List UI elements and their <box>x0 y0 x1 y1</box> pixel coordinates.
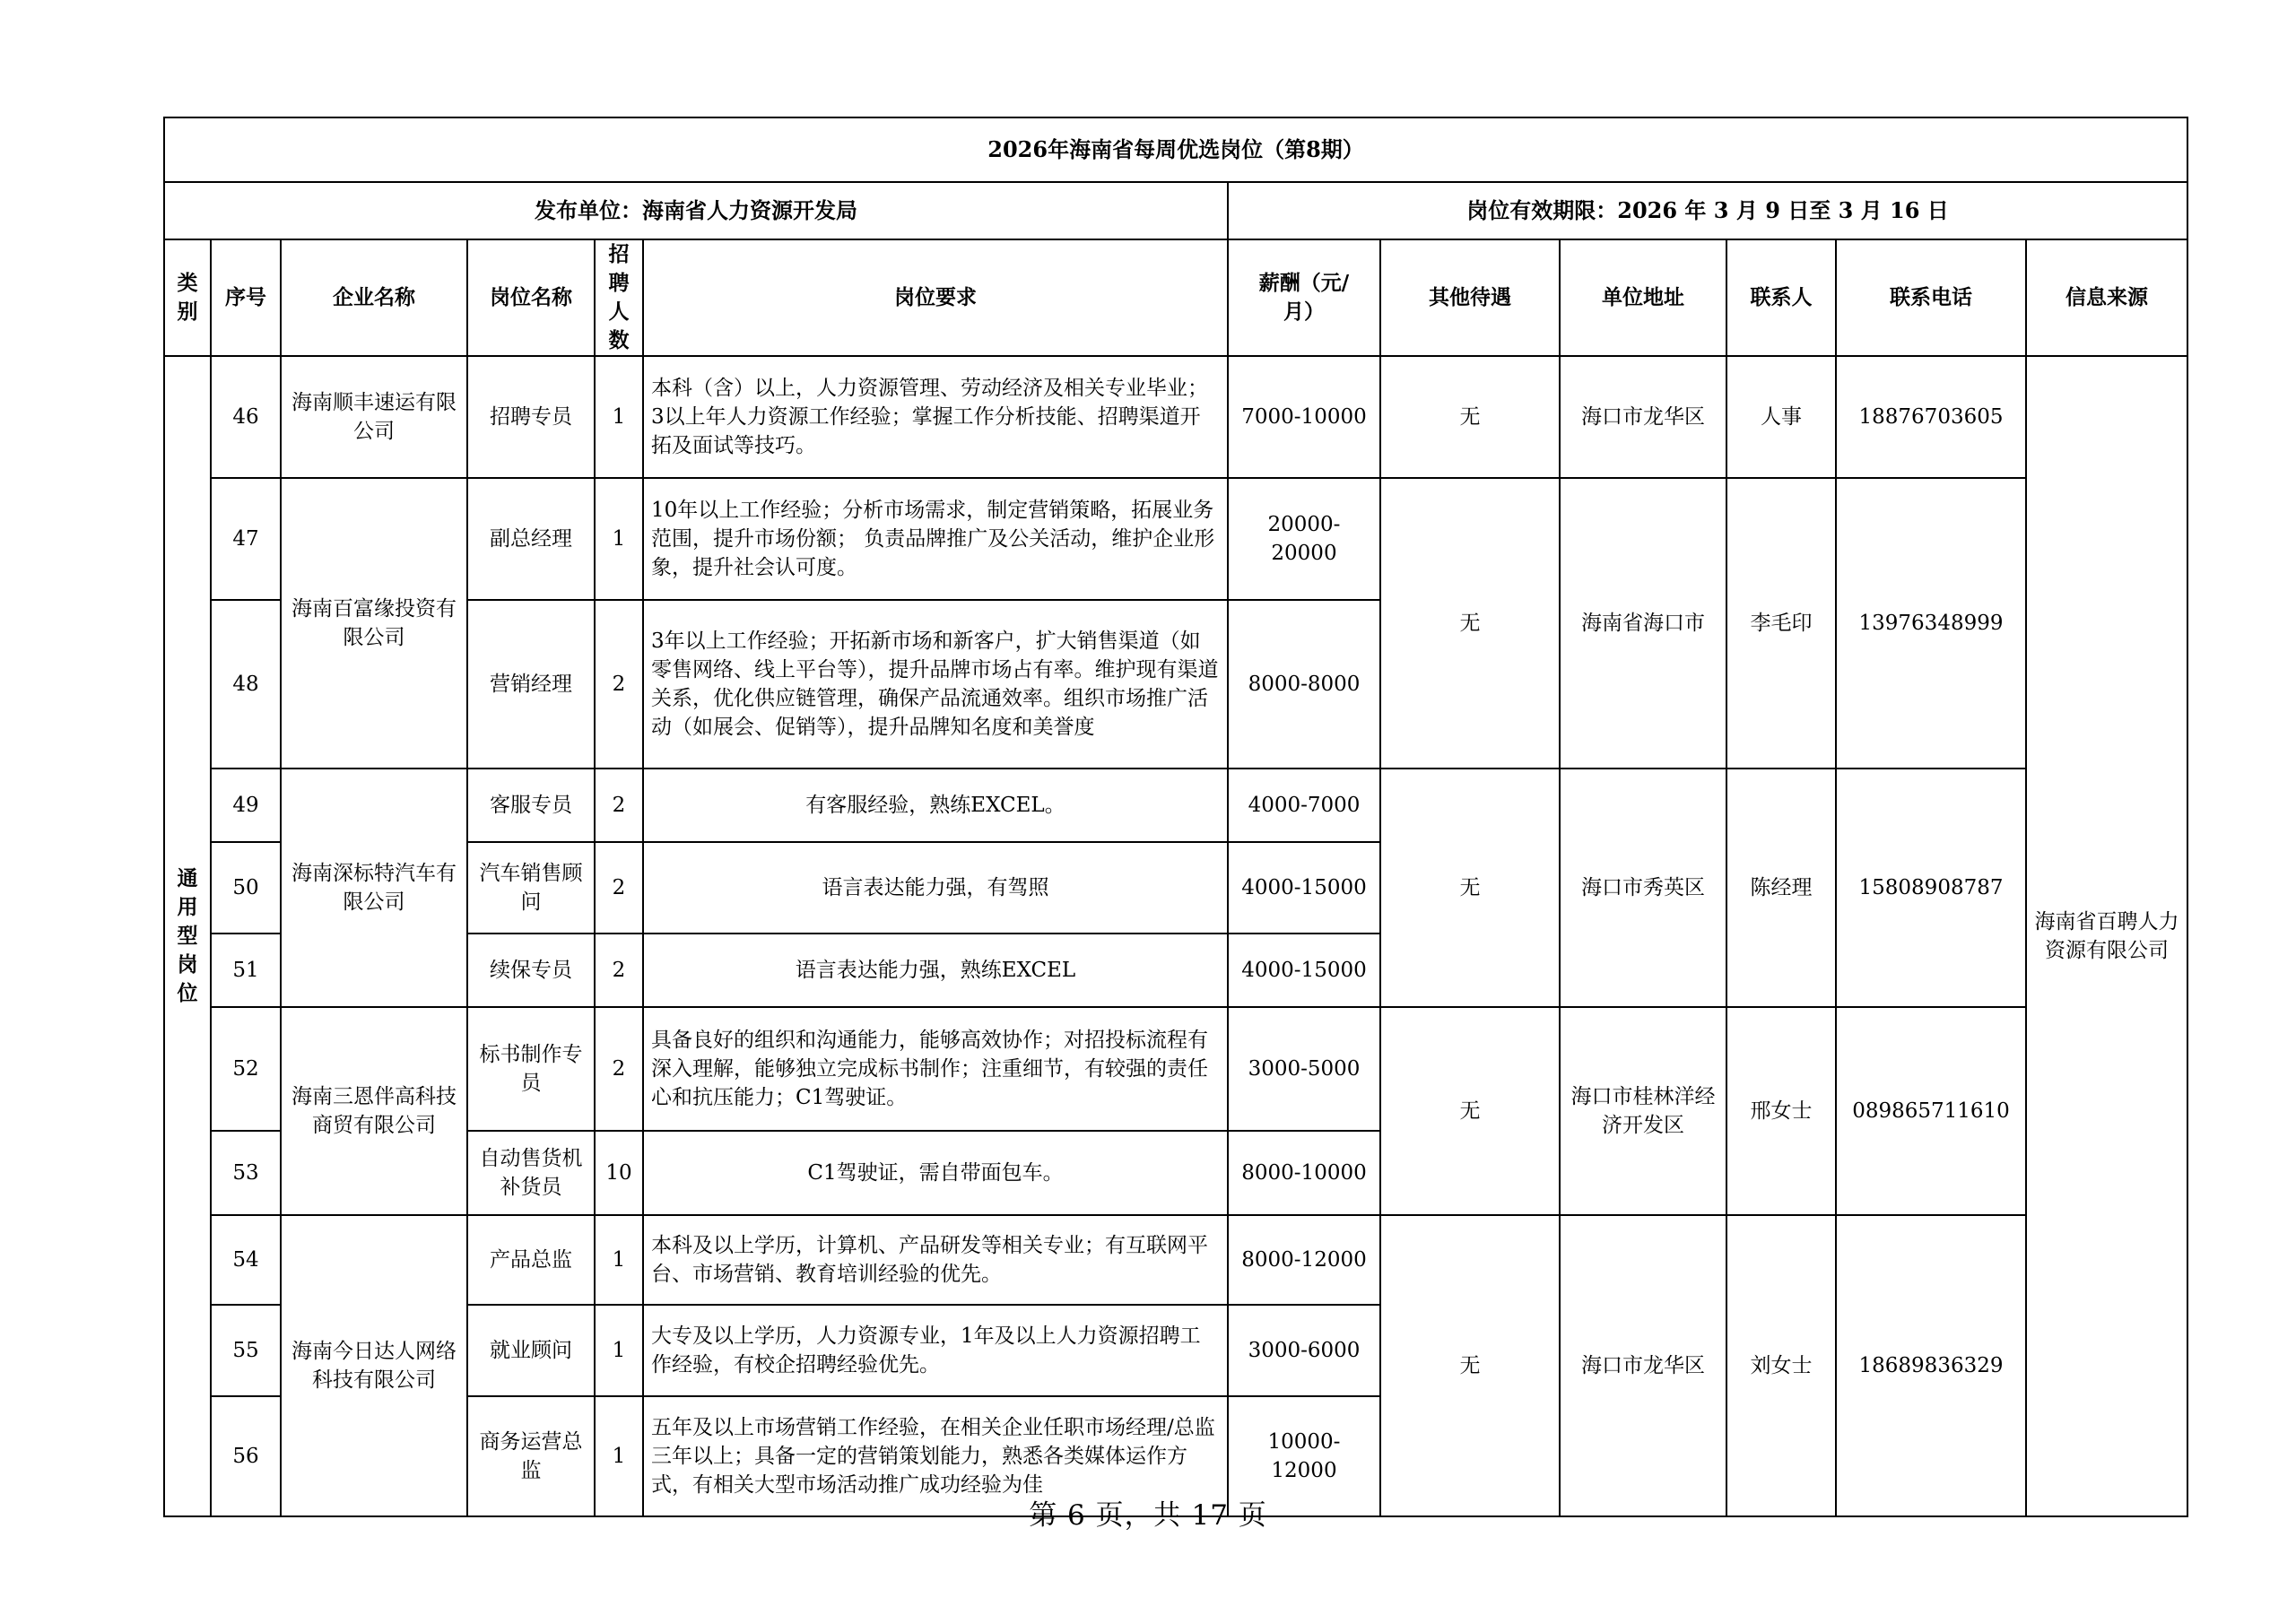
requirements-cell: 本科及以上学历，计算机、产品研发等相关专业；有互联网平台、市场营销、教育培训经验的优先。 <box>643 1215 1228 1305</box>
count-cell: 1 <box>595 1305 643 1396</box>
seq-cell: 51 <box>211 934 281 1007</box>
seq-cell: 47 <box>211 478 281 600</box>
salary-cell: 8000-10000 <box>1228 1131 1380 1215</box>
salary-cell: 4000-15000 <box>1228 842 1380 934</box>
table-row <box>164 1007 2187 1131</box>
benefits-cell: 无 <box>1380 478 1560 769</box>
salary-cell: 4000-7000 <box>1228 769 1380 842</box>
company-cell: 海南三恩伴高科技商贸有限公司 <box>281 1007 467 1215</box>
phone-cell: 18689836329 <box>1836 1215 2026 1516</box>
count-cell: 2 <box>595 934 643 1007</box>
requirements-cell: 本科（含）以上，人力资源管理、劳动经济及相关专业毕业；3以上年人力资源工作经验；掌握工作分析技能、招聘渠道开拓及面试等技巧。 <box>643 356 1228 478</box>
phone-cell: 089865711610 <box>1836 1007 2026 1215</box>
header-salary: 薪酬（元/月） <box>1228 239 1380 356</box>
header-requirements: 岗位要求 <box>643 239 1228 356</box>
salary-cell: 8000-12000 <box>1228 1215 1380 1305</box>
address-cell: 海口市桂林洋经济开发区 <box>1560 1007 1726 1215</box>
company-cell: 海南深标特汽车有限公司 <box>281 769 467 1007</box>
count-cell: 1 <box>595 1215 643 1305</box>
salary-cell: 4000-15000 <box>1228 934 1380 1007</box>
count-cell: 1 <box>595 356 643 478</box>
header-benefits: 其他待遇 <box>1380 239 1560 356</box>
header-position: 岗位名称 <box>467 239 595 356</box>
requirements-cell: 3年以上工作经验；开拓新市场和新客户，扩大销售渠道（如零售网络、线上平台等），提升品牌市场占有率。维护现有渠道关系，优化供应链管理，确保产品流通效率。组织市场推广活动（如展会、促销等），提升品牌知名度和美誉度 <box>643 600 1228 769</box>
benefits-cell: 无 <box>1380 769 1560 1007</box>
contact-cell: 李毛印 <box>1726 478 1836 769</box>
seq-cell: 52 <box>211 1007 281 1131</box>
position-cell: 产品总监 <box>467 1215 595 1305</box>
address-cell: 海南省海口市 <box>1560 478 1726 769</box>
contact-cell: 人事 <box>1726 356 1836 478</box>
requirements-cell: 大专及以上学历，人力资源专业，1年及以上人力资源招聘工作经验，有校企招聘经验优先。 <box>643 1305 1228 1396</box>
requirements-cell: C1驾驶证，需自带面包车。 <box>643 1131 1228 1215</box>
count-cell: 1 <box>595 1396 643 1516</box>
header-company: 企业名称 <box>281 239 467 356</box>
header-address: 单位地址 <box>1560 239 1726 356</box>
position-cell: 自动售货机补货员 <box>467 1131 595 1215</box>
salary-cell: 20000-20000 <box>1228 478 1380 600</box>
address-cell: 海口市秀英区 <box>1560 769 1726 1007</box>
salary-cell: 10000-12000 <box>1228 1396 1380 1516</box>
position-cell: 标书制作专员 <box>467 1007 595 1131</box>
position-cell: 招聘专员 <box>467 356 595 478</box>
requirements-cell: 语言表达能力强，熟练EXCEL <box>643 934 1228 1007</box>
count-cell: 2 <box>595 600 643 769</box>
seq-cell: 48 <box>211 600 281 769</box>
position-cell: 商务运营总监 <box>467 1396 595 1516</box>
seq-cell: 54 <box>211 1215 281 1305</box>
header-seq: 序号 <box>211 239 281 356</box>
benefits-cell: 无 <box>1380 1215 1560 1516</box>
header-contact: 联系人 <box>1726 239 1836 356</box>
seq-cell: 49 <box>211 769 281 842</box>
position-cell: 汽车销售顾问 <box>467 842 595 934</box>
count-cell: 2 <box>595 1007 643 1131</box>
page-footer: 第 6 页，共 17 页 <box>1029 1499 1267 1532</box>
phone-cell: 13976348999 <box>1836 478 2026 769</box>
header-category: 类别 <box>164 239 211 356</box>
requirements-cell: 10年以上工作经验；分析市场需求，制定营销策略，拓展业务范围，提升市场份额； 负责品牌推广及公关活动，维护企业形象，提升社会认可度。 <box>643 478 1228 600</box>
header-source: 信息来源 <box>2026 239 2187 356</box>
seq-cell: 56 <box>211 1396 281 1516</box>
header-count: 招聘人数 <box>595 239 643 356</box>
job-table <box>163 117 2188 1517</box>
company-cell: 海南今日达人网络科技有限公司 <box>281 1215 467 1516</box>
publisher-cell: 发布单位：海南省人力资源开发局 <box>164 182 1228 239</box>
salary-cell: 8000-8000 <box>1228 600 1380 769</box>
position-cell: 客服专员 <box>467 769 595 842</box>
company-cell: 海南百富缘投资有限公司 <box>281 478 467 769</box>
position-cell: 副总经理 <box>467 478 595 600</box>
requirements-cell: 语言表达能力强，有驾照 <box>643 842 1228 934</box>
company-cell: 海南顺丰速运有限公司 <box>281 356 467 478</box>
salary-cell: 3000-5000 <box>1228 1007 1380 1131</box>
salary-cell: 3000-6000 <box>1228 1305 1380 1396</box>
table-row <box>164 478 2187 600</box>
benefits-cell: 无 <box>1380 356 1560 478</box>
category-cell: 通用型岗位 <box>164 356 211 1516</box>
header-phone: 联系电话 <box>1836 239 2026 356</box>
contact-cell: 刘女士 <box>1726 1215 1836 1516</box>
phone-cell: 15808908787 <box>1836 769 2026 1007</box>
table-row <box>164 1215 2187 1305</box>
seq-cell: 46 <box>211 356 281 478</box>
requirements-cell: 五年及以上市场营销工作经验，在相关企业任职市场经理/总监三年以上；具备一定的营销策划能力，熟悉各类媒体运作方式，有相关大型市场活动推广成功经验为佳 <box>643 1396 1228 1516</box>
seq-cell: 55 <box>211 1305 281 1396</box>
position-cell: 营销经理 <box>467 600 595 769</box>
address-cell: 海口市龙华区 <box>1560 356 1726 478</box>
benefits-cell: 无 <box>1380 1007 1560 1215</box>
count-cell: 2 <box>595 769 643 842</box>
phone-cell: 18876703605 <box>1836 356 2026 478</box>
count-cell: 1 <box>595 478 643 600</box>
count-cell: 10 <box>595 1131 643 1215</box>
requirements-cell: 具备良好的组织和沟通能力，能够高效协作；对招投标流程有深入理解，能够独立完成标书制作；注重细节，有较强的责任心和抗压能力；C1驾驶证。 <box>643 1007 1228 1131</box>
table-title: 2026年海南省每周优选岗位（第8期） <box>164 117 2187 182</box>
seq-cell: 50 <box>211 842 281 934</box>
position-cell: 就业顾问 <box>467 1305 595 1396</box>
salary-cell: 7000-10000 <box>1228 356 1380 478</box>
source-cell: 海南省百聘人力资源有限公司 <box>2026 356 2187 1516</box>
table-row <box>164 356 2187 478</box>
address-cell: 海口市龙华区 <box>1560 1215 1726 1516</box>
count-cell: 2 <box>595 842 643 934</box>
contact-cell: 陈经理 <box>1726 769 1836 1007</box>
position-cell: 续保专员 <box>467 934 595 1007</box>
table-row <box>164 769 2187 842</box>
validity-cell: 岗位有效期限：2026 年 3 月 9 日至 3 月 16 日 <box>1228 182 2187 239</box>
seq-cell: 53 <box>211 1131 281 1215</box>
contact-cell: 邢女士 <box>1726 1007 1836 1215</box>
requirements-cell: 有客服经验，熟练EXCEL。 <box>643 769 1228 842</box>
